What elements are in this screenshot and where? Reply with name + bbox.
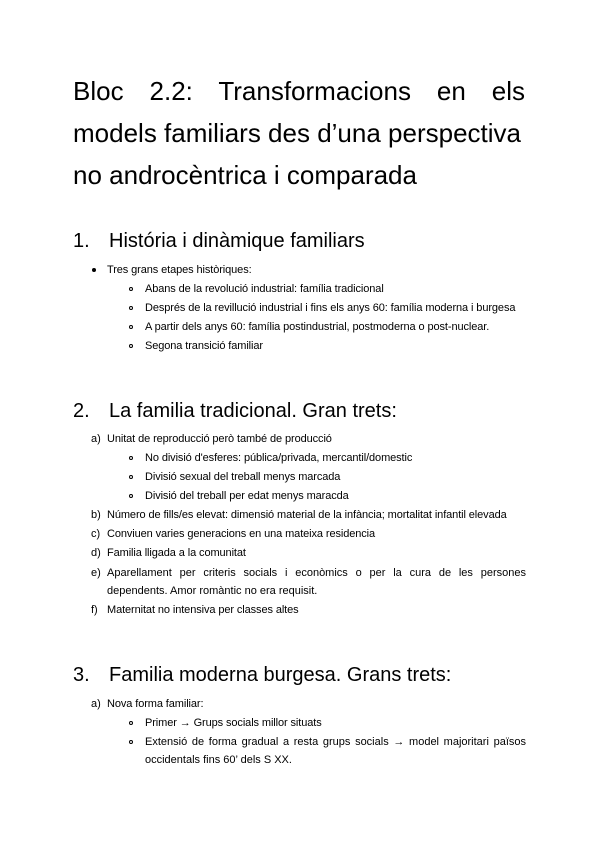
bullet-circle-icon [129,306,133,310]
list-marker: c) [91,528,101,540]
list-marker: d) [91,547,101,559]
list-item: Familia lligada a la comunitat [107,547,246,559]
bullet-circle-icon [129,494,133,498]
section-number: 1. [73,230,90,252]
list-item: Tres grans etapes històriques: [107,264,252,276]
sub-list-item: Divisió sexual del treball menys marcada [145,471,341,483]
section-3-heading [73,663,451,687]
section-1-heading [73,229,365,253]
list-item [107,564,526,600]
list-marker: a) [91,433,101,445]
list-marker: e) [91,567,101,579]
list-item: Unitat de reproducció però també de producció [107,433,332,445]
bullet-circle-icon [129,456,133,460]
bullet-circle-icon [129,287,133,291]
title-line-3: no androcèntrica i comparada [73,160,417,190]
section-title: História i dinàmique familiars [109,230,365,252]
title-line-2: models familiars des d’una perspectiva [73,118,521,148]
list-item-line-2: dependents. Amor romàntic no era requisit. [107,585,318,597]
bullet-circle-icon [129,325,133,329]
bullet-circle-icon [129,475,133,479]
sub-list-item: No divisió d'esferes: pública/privada, mercantil/domestic [145,452,413,464]
sub-list-item [145,733,526,769]
sub-list-item-line-1: Extensió de forma gradual a resta grups socials → model majoritari països [145,736,526,748]
sub-list-item: Després de la revillució industrial i fins els anys 60: família moderna i burgesa [145,302,516,314]
bullet-circle-icon [129,740,133,744]
sub-list-item-line-2: occidentals fins 60’ dels S XX. [145,754,292,766]
section-title: La familia tradicional. Gran trets: [109,400,397,422]
sub-list-item: A partir dels anys 60: família postindustrial, postmoderna o post-nuclear. [145,321,490,333]
sub-list-item: Primer → Grups socials millor situats [145,717,322,729]
section-2-heading [73,399,397,423]
list-marker: f) [91,604,98,616]
sub-list-item: Divisió del treball per edat menys maracda [145,490,349,502]
sub-list-item: Abans de la revolució industrial: família tradicional [145,283,384,295]
section-title: Familia moderna burgesa. Grans trets: [109,664,452,686]
list-item: Número de fills/es elevat: dimensió material de la infància; mortalitat infantil elevada [107,509,507,521]
list-item: Nova forma familiar: [107,698,204,710]
list-item: Conviuen varies generacions en una mateixa residencia [107,528,376,540]
bullet-dot-icon [92,268,96,272]
list-marker: a) [91,698,101,710]
bullet-circle-icon [129,344,133,348]
list-marker: b) [91,509,101,521]
list-item: Maternitat no intensiva per classes altes [107,604,299,616]
sub-list-item: Segona transició familiar [145,340,263,352]
title-line-1: Bloc 2.2: Transformacions en els [73,76,525,106]
list-item-line-1: Aparellament per criteris socials i econòmics o per la cura de les persones [107,567,526,579]
bullet-circle-icon [129,721,133,725]
section-number: 3. [73,664,90,686]
section-number: 2. [73,400,90,422]
page-title [73,70,525,196]
